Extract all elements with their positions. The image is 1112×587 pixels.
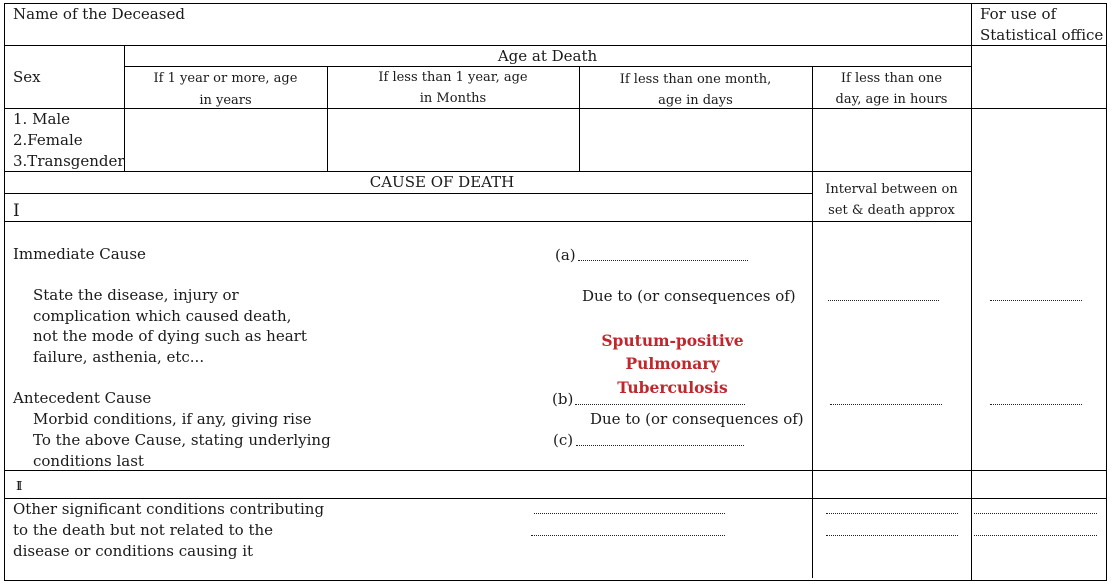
due-to-label-1: Due to (or consequences of) <box>582 287 796 305</box>
entry-line-1: Sputum-positive <box>601 331 744 350</box>
interval-b-field[interactable] <box>830 404 942 405</box>
entry-line-3: Tuberculosis <box>617 378 728 397</box>
age-hours-header-2: day, age in hours <box>835 92 948 107</box>
part-one-label: I <box>13 201 20 221</box>
part-two-interval-1[interactable] <box>826 513 958 514</box>
cause-c-field[interactable] <box>576 445 744 446</box>
cause-a-field[interactable] <box>578 260 748 261</box>
statistical-office-label-2: Statistical office <box>980 26 1104 44</box>
border-left <box>4 3 5 580</box>
immediate-desc-3: not the mode of dying such as heart <box>33 327 307 345</box>
immediate-desc-4: failure, asthenia, etc... <box>33 348 205 366</box>
stat-b-field[interactable] <box>990 404 1082 405</box>
stat-a-field[interactable] <box>990 300 1082 301</box>
interval-label-1: Interval between on <box>825 182 958 197</box>
antecedent-desc-2: To the above Cause, stating underlying <box>33 431 331 449</box>
age-days-header-1: If less than one month, <box>619 72 772 87</box>
part-two-text-3: disease or conditions causing it <box>13 542 254 560</box>
line-above-part2 <box>4 470 1107 471</box>
interval-a-field[interactable] <box>828 300 939 301</box>
age-hours-header-1: If less than one <box>840 71 943 86</box>
divider-col4 <box>812 66 813 578</box>
antecedent-desc-3: conditions last <box>33 452 144 470</box>
border-right <box>1106 3 1107 580</box>
cause-b-field[interactable] <box>575 404 745 405</box>
part-two-label: II <box>16 479 20 493</box>
cause-of-death-title: CAUSE OF DEATH <box>369 173 515 191</box>
age-years-header-2: in years <box>199 93 252 108</box>
immediate-desc-1: State the disease, injury or <box>33 286 239 304</box>
part-two-text-1: Other significant conditions contributing <box>13 500 325 518</box>
line-under-part1 <box>4 221 971 222</box>
part-two-field-2[interactable] <box>531 535 725 536</box>
sex-option-transgender: 3.Transgender <box>13 152 125 170</box>
part-two-stat-1[interactable] <box>974 513 1097 514</box>
due-to-label-2: Due to (or consequences of) <box>590 410 804 428</box>
age-months-header-2: in Months <box>419 91 487 106</box>
immediate-cause-label: Immediate Cause <box>13 245 146 263</box>
cause-b-label: (b) <box>552 390 574 408</box>
cause-c-label: (c) <box>553 431 574 449</box>
cause-a-label: (a) <box>555 246 576 264</box>
part-two-stat-2[interactable] <box>974 535 1097 536</box>
divider-stat <box>971 3 972 580</box>
part-two-interval-2[interactable] <box>826 535 958 536</box>
statistical-office-label-1: For use of <box>980 5 1057 23</box>
antecedent-cause-label: Antecedent Cause <box>13 389 152 407</box>
part-two-field-1[interactable] <box>534 513 725 514</box>
age-months-header-1: If less than 1 year, age <box>378 70 528 85</box>
border-bottom <box>4 580 1107 581</box>
immediate-desc-2: complication which caused death, <box>33 307 292 325</box>
antecedent-desc-1: Morbid conditions, if any, giving rise <box>33 410 312 428</box>
line-under-cause-title <box>4 193 813 194</box>
interval-label-2: set & death approx <box>828 203 955 218</box>
age-years-header-1: If 1 year or more, age <box>153 71 298 86</box>
sex-option-male: 1. Male <box>13 110 71 128</box>
age-days-header-2: age in days <box>658 93 733 108</box>
entry-line-2: Pulmonary <box>625 354 720 373</box>
age-at-death-title: Age at Death <box>497 47 598 65</box>
sex-label: Sex <box>13 68 41 86</box>
name-of-deceased-label: Name of the Deceased <box>13 5 185 23</box>
sex-option-female: 2.Female <box>13 131 83 149</box>
part-two-text-2: to the death but not related to the <box>13 521 274 539</box>
